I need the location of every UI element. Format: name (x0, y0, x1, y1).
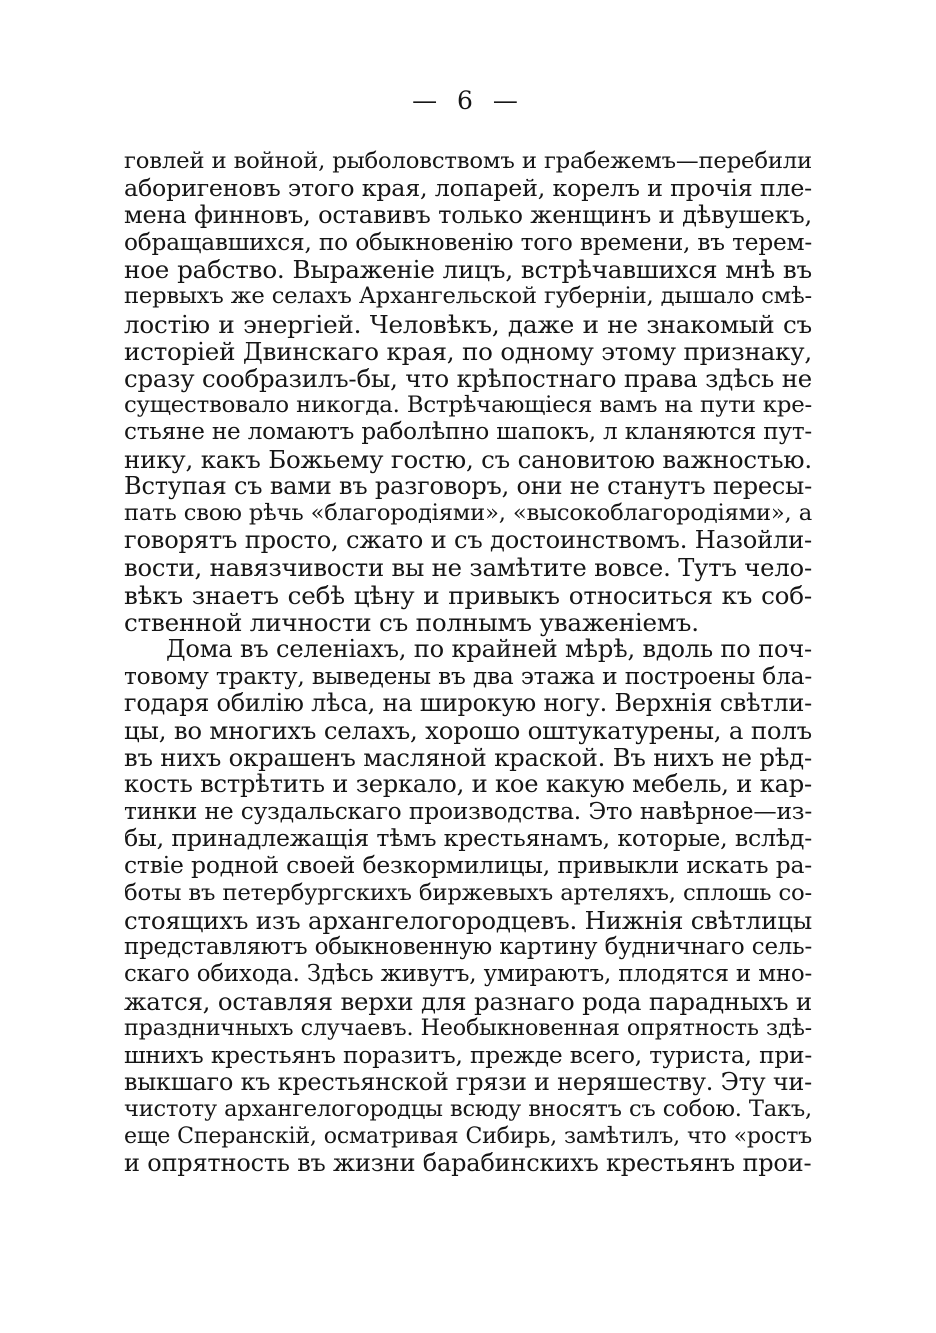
text-line: аборигеновъ этого края, лопарей, корелъ и прочія пле- (124, 174, 812, 203)
text-line: лостію и энергіей. Человѣкъ, даже и не знакомый съ (124, 309, 812, 339)
text-line: исторіей Двинскаго края, по одному этому признаку, (124, 336, 812, 366)
text-line: говорятъ просто, сжато и съ достоинствомъ. Назойли- (124, 526, 812, 555)
text-line: нику, какъ Божьему гостю, съ сановитою важностью. (124, 445, 812, 475)
text-line: мена финновъ, оставивъ только женщинъ и дѣвушекъ, (124, 201, 812, 230)
text-line: праздничныхъ случаевъ. Необыкновенная опрятность здѣ- (124, 1015, 812, 1041)
text-line: пать свою рѣчь «благородіями», «высокоблагородіями», а (124, 500, 812, 527)
page-number: — 6 — (412, 86, 524, 115)
text-line: скаго обихода. Здѣсь живутъ, умираютъ, плодятся и мно- (124, 960, 812, 987)
text-line: шнихъ крестьянъ поразитъ, прежде всего, туриста, при- (124, 1042, 812, 1070)
paragraph (124, 636, 812, 1178)
text-line: ственной личности съ полнымъ уваженіемъ. (124, 607, 699, 637)
text-line: вѣкъ знаетъ себѣ цѣну и привыкъ относиться къ соб- (124, 580, 812, 610)
text-line: существовало никогда. Встрѣчающіеся вамъ на пути кре- (124, 391, 812, 418)
text-line: первыхъ же селахъ Архангельской губерніи, дышало смѣ- (124, 283, 812, 310)
paragraph (124, 148, 812, 636)
text-line: стьяне не ломаютъ раболѣпно шапокъ, л кланяются пут- (124, 418, 812, 445)
text-line: боты въ петербургскихъ биржевыхъ артеляхъ, сплошь со- (124, 879, 812, 906)
text-line: вости, навязчивости вы не замѣтите вовсе. Тутъ чело- (124, 553, 812, 583)
text-line: жатся, оставляя верхи для разнаго рода парадныхъ и (124, 986, 812, 1016)
text-line: въ нихъ окрашенъ масляной краской. Въ нихъ не рѣд- (124, 743, 812, 773)
text-line: кость встрѣтить и зеркало, и кое какую мебель, и кар- (124, 770, 812, 799)
text-line: годаря обилію лѣса, на широкую ногу. Верхнія свѣтли- (124, 688, 812, 717)
text-line: выкшаго къ крестьянской грязи и неряшеству. Эту чи- (124, 1068, 812, 1097)
text-line: бы, принадлежащія тѣмъ крестьянамъ, которые, вслѣд- (124, 824, 812, 853)
body-text (124, 148, 812, 1178)
text-line: и опрятность въ жизни барабинскихъ крестьянъ прои- (124, 1149, 812, 1178)
text-line: Вступая съ вами въ разговоръ, они не станутъ пересы- (124, 472, 812, 501)
text-line: ное рабство. Выраженіе лицъ, встрѣчавшихся мнѣ въ (124, 255, 812, 285)
text-line: еще Сперанскій, осматривая Сибирь, замѣтилъ, что «ростъ (124, 1123, 812, 1150)
text-line: стоящихъ изъ архангелогородцевъ. Нижнія свѣтлицы (124, 905, 812, 935)
text-line: обращавшихся, по обыкновенію того времени, въ терем- (124, 229, 812, 257)
text-line: тинки не суздальскаго производства. Это навѣрное—из- (124, 797, 812, 826)
text-line: Дома въ селеніахъ, по крайней мѣрѣ, вдоль по поч- (166, 634, 812, 663)
text-line: представляютъ обыкновенную картину будничнаго сель- (124, 933, 812, 960)
text-line: чистоту архангелогородцы всюду вносятъ съ собою. Такъ, (124, 1096, 812, 1123)
text-line: ствіе родной своей безкормилицы, привыкли искать ра- (124, 851, 812, 880)
text-line: говлей и войной, рыболовствомъ и грабежемъ—перебили (124, 148, 812, 174)
text-line: сразу сообразилъ-бы, что крѣпостнаго права здѣсь не (124, 363, 812, 393)
text-line: товому тракту, выведены въ два этажа и построены бла- (124, 662, 812, 690)
text-line: цы, во многихъ селахъ, хорошо оштукатурены, а полъ (124, 715, 812, 745)
